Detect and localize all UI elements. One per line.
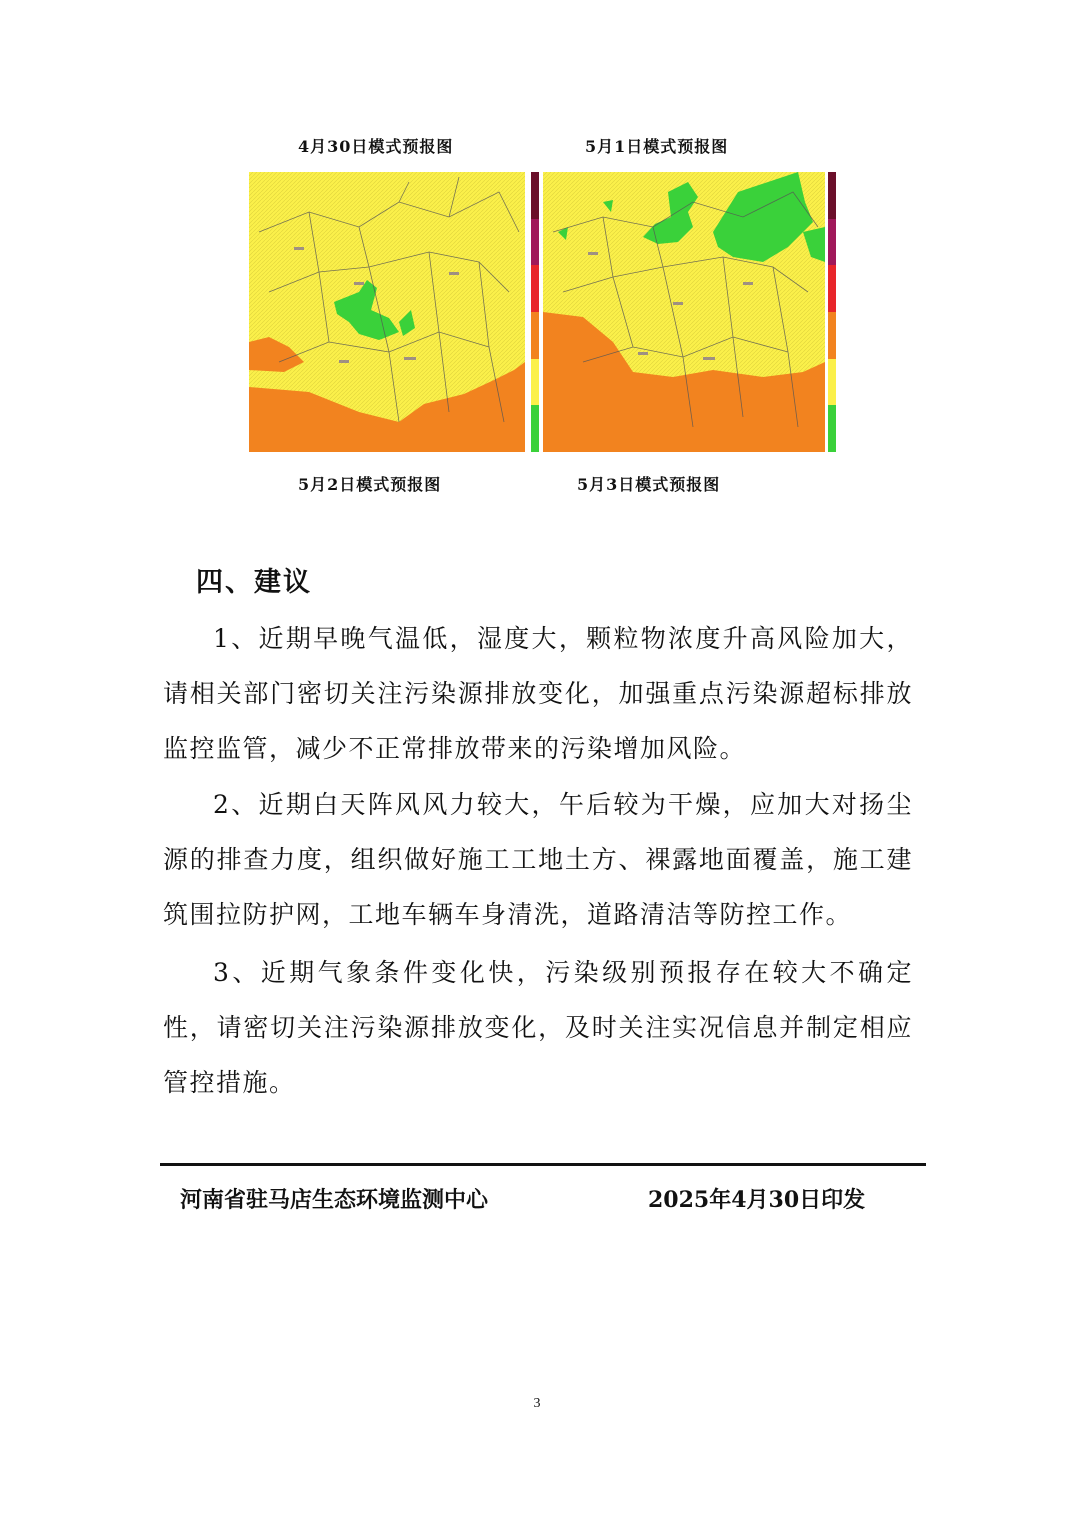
footer-rule	[160, 1163, 926, 1166]
color-scale-right	[828, 172, 836, 452]
color-scale-left	[531, 172, 539, 452]
section-title: 四、建议	[196, 567, 312, 598]
page-number: 3	[533, 1396, 541, 1411]
forecast-map-left	[249, 172, 525, 452]
paragraph-2: 2、近期白天阵风风力较大，午后较为干燥，应加大对扬尘源的排查力度，组织做好施工工地土方、裸露地面覆盖，施工建筑围拉防护网，工地车辆车身清洗，道路清洁等防控工作。	[163, 790, 913, 929]
caption-may3: 5月3日模式预报图	[577, 475, 721, 494]
caption-apr30: 4月30日模式预报图	[298, 137, 454, 156]
footer-date: 2025年4月30日印发	[648, 1187, 866, 1213]
forecast-map-right	[543, 172, 825, 452]
caption-may1: 5月1日模式预报图	[585, 137, 729, 156]
footer-issuer: 河南省驻马店生态环境监测中心	[180, 1187, 489, 1213]
paragraph-1: 1、近期早晚气温低，湿度大，颗粒物浓度升高风险加大，请相关部门密切关注污染源排放变化，加强重点污染源超标排放监控监管，减少不正常排放带来的污染增加风险。	[163, 624, 913, 763]
paragraph-3: 3、近期气象条件变化快，污染级别预报存在较大不确定性，请密切关注污染源排放变化，及时关注实况信息并制定相应管控措施。	[163, 958, 913, 1097]
caption-may2: 5月2日模式预报图	[298, 475, 442, 494]
